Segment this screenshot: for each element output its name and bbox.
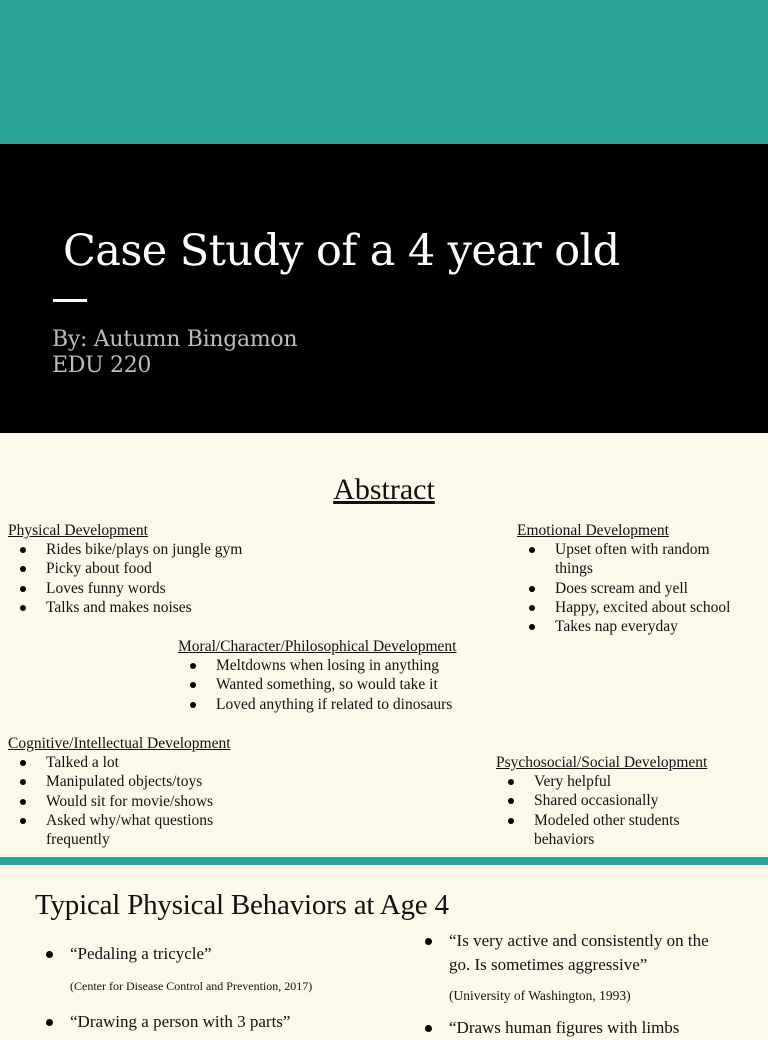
list-item: Asked why/what questions frequently <box>8 811 248 850</box>
list-item: Wanted something, so would take it <box>178 675 518 694</box>
abstract-title: Abstract <box>333 473 435 506</box>
item-text: “Draws human figures with limbs <box>449 1018 680 1037</box>
section-heading: Physical Development <box>8 522 148 539</box>
slide-divider <box>0 857 768 865</box>
item-text: “Is very active and consistently on the go. Is sometimes aggressive” <box>449 931 709 974</box>
list-item: Rides bike/plays on jungle gym <box>8 540 308 559</box>
citation: (University of Washington, 1993) <box>449 988 631 1003</box>
bullet-list <box>8 540 308 617</box>
bullet-list <box>496 772 701 849</box>
list-item: Shared occasionally <box>496 791 701 810</box>
slide-title: Case Study of a 4 year old <box>63 226 620 276</box>
citation: (Center for Disease Control and Prevention, 2017) <box>70 979 313 993</box>
cognitive-section <box>8 735 248 849</box>
list-item: Happy, excited about school <box>517 598 742 617</box>
list-item: Picky about food <box>8 559 308 578</box>
list-item <box>43 942 373 966</box>
list-item: Upset often with random things <box>517 540 742 579</box>
list-item: Modeled other students behaviors <box>496 811 701 850</box>
bullet-icon <box>46 1019 53 1026</box>
list-item <box>43 1010 373 1034</box>
list-item: Loved anything if related to dinosaurs <box>178 695 518 714</box>
course-line: EDU 220 <box>52 353 152 378</box>
bullet-icon <box>425 938 432 945</box>
psychosocial-section <box>496 754 756 849</box>
list-item: Loves funny words <box>8 579 308 598</box>
list-item: Meltdowns when losing in anything <box>178 656 518 675</box>
list-item: Does scream and yell <box>517 579 742 598</box>
list-item: Takes nap everyday <box>517 617 742 636</box>
item-text: “Drawing a person with 3 parts” <box>70 1012 291 1031</box>
section-heading: Cognitive/Intellectual Development <box>8 735 231 752</box>
moral-section <box>178 638 518 714</box>
section-heading: Emotional Development <box>517 522 669 539</box>
list-item: Talked a lot <box>8 753 248 772</box>
title-divider <box>53 299 87 302</box>
list-item: Manipulated objects/toys <box>8 772 248 791</box>
section-heading: Moral/Character/Philosophical Development <box>178 638 457 655</box>
item-text: “Pedaling a tricycle” <box>70 944 212 963</box>
list-item: Would sit for movie/shows <box>8 792 248 811</box>
list-item: Very helpful <box>496 772 701 791</box>
author-line: By: Autumn Bingamon <box>52 327 298 352</box>
bullet-list <box>8 753 248 849</box>
list-item <box>422 1016 732 1040</box>
slide-subtitle <box>52 327 297 379</box>
bullet-list <box>517 540 742 636</box>
section-heading: Psychosocial/Social Development <box>496 754 708 771</box>
physical-section <box>8 522 308 617</box>
list-item <box>422 929 732 977</box>
list-item: Talks and makes noises <box>8 598 308 617</box>
slide3-title: Typical Physical Behaviors at Age 4 <box>35 889 449 921</box>
bullet-icon <box>425 1025 432 1032</box>
bullet-icon <box>46 951 53 958</box>
teal-header-band <box>0 0 768 144</box>
bullet-list <box>178 656 518 714</box>
emotional-section <box>517 522 742 636</box>
